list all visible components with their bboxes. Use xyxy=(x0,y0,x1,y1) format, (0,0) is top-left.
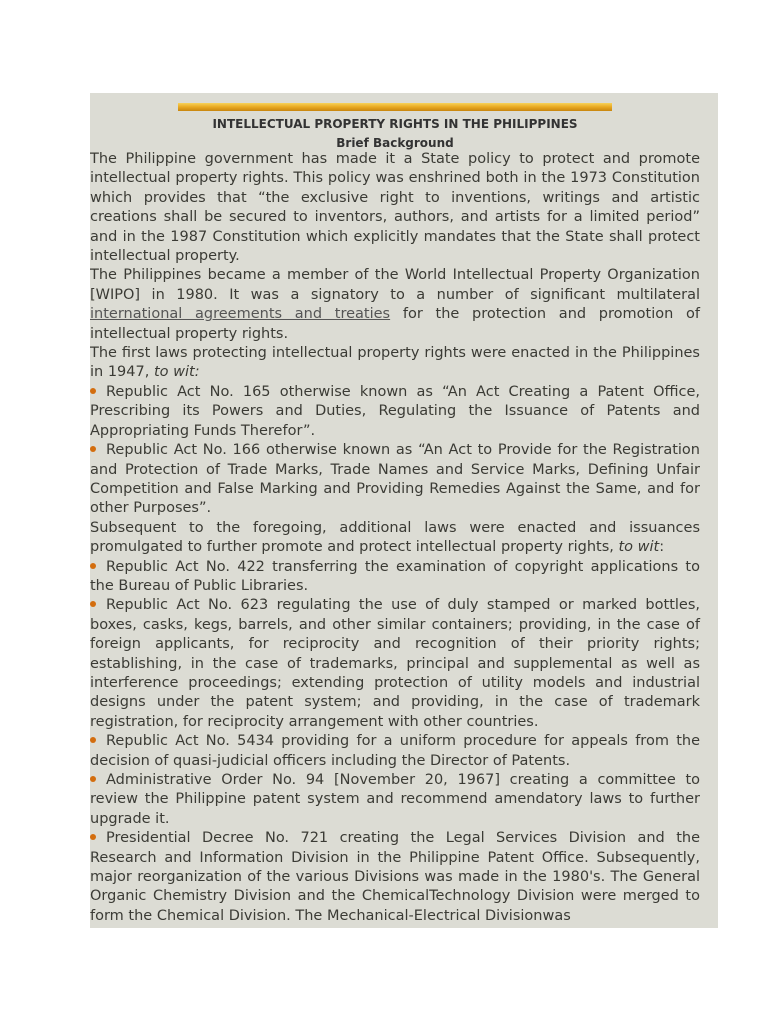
paragraph-4 xyxy=(90,519,700,558)
document-panel xyxy=(90,93,718,928)
bullet-icon xyxy=(90,737,96,743)
bullet-icon xyxy=(90,601,96,607)
list-item xyxy=(90,771,700,829)
article-body xyxy=(90,150,700,926)
list-item xyxy=(90,732,700,771)
list-item-text: Republic Act No. 165 otherwise known as “An Act Creating a Patent Office, Prescribing its Powers and Duties, Regulating the Issuance of Patents and Appropriating Funds Therefor”. xyxy=(90,383,700,439)
list-item xyxy=(90,383,700,441)
list-item-text: Republic Act No. 166 otherwise known as “An Act to Provide for the Registration and Protection of Trade Marks, Trade Names and Service Marks, Defining Unfair Competition and False Marking and Providing Remedies Against the Same, and for other Purposes”. xyxy=(90,442,700,517)
paragraph-4-emphasis: to wit xyxy=(618,539,660,556)
list-item-text: Republic Act No. 623 regulating the use of duly stamped or marked bottles, boxes, casks, kegs, barrels, and other similar containers; providing, in the case of foreign applicants, for reciprocity and recognition of their priority rights; establishing, in the case of trademarks, principal and supplemental as well as interference proceedings; extending protection of utility models and industrial designs under the patent system; and providing, in the case of trademark registration, for reciprocity arrangement with other countries. xyxy=(90,597,700,730)
bullet-icon xyxy=(90,776,96,782)
list-item-text: Republic Act No. 422 transferring the examination of copyright applications to the Bureau of Public Libraries. xyxy=(90,558,700,594)
list-item-text: Presidential Decree No. 721 creating the Legal Services Division and the Research and Information Division in the Philippine Patent Office. Subsequently, major reorganization of the various Divisions was made in the 1980's. The General Organic Chemistry Division and the ChemicalTechnology Division were merged to form the Chemical Division. The Mechanical-Electrical Divisionwas xyxy=(90,830,700,924)
list-item xyxy=(90,596,700,732)
paragraph-3 xyxy=(90,344,700,383)
bullet-icon xyxy=(90,446,96,452)
bullet-icon xyxy=(90,563,96,569)
list-item-text: Administrative Order No. 94 [November 20, 1967] creating a committee to review the Philippine patent system and recommend amendatory laws to further upgrade it. xyxy=(90,772,700,827)
list-item xyxy=(90,829,700,926)
list-item xyxy=(90,441,700,519)
paragraph-3-emphasis: to wit: xyxy=(153,364,200,381)
bullet-icon xyxy=(90,834,96,840)
paragraph-3-text: The first laws protecting intellectual property rights were enacted in the Philippines in 1947, xyxy=(90,345,700,381)
paragraph-2 xyxy=(90,266,700,344)
page-subtitle: Brief Background xyxy=(336,136,454,150)
header-decorative-bar xyxy=(178,103,612,111)
list-item-text: Republic Act No. 5434 providing for a uniform procedure for appeals from the decision of quasi-judicial officers including the Director of Patents. xyxy=(90,733,700,769)
paragraph-1: The Philippine government has made it a State policy to protect and promote intellectual property rights. This policy was enshrined both in the 1973 Constitution which provides that “the exclusive right to inventions, writings and artistic creations shall be secured to inventors, authors, and artists for a limited period” and in the 1987 Constitution which explicitly mandates that the State shall protect intellectual property. xyxy=(90,151,700,265)
bullet-icon xyxy=(90,388,96,394)
paragraph-2-text-b: for the protection and promotion of intellectual property rights. xyxy=(90,306,700,342)
international-agreements-link[interactable]: international agreements and treaties xyxy=(90,306,391,323)
list-item xyxy=(90,558,700,597)
paragraph-4-text: Subsequent to the foregoing, additional laws were enacted and issuances promulgated to further promote and protect intellectual property rights, xyxy=(90,519,700,556)
page-title: INTELLECTUAL PROPERTY RIGHTS IN THE PHILIPPINES xyxy=(212,117,578,131)
paragraph-4-end: : xyxy=(659,539,665,556)
paragraph-2-text-a: The Philippines became a member of the World Intellectual Property Organization [WIPO] in 1980. It was a signatory to a number of significant multilateral xyxy=(90,267,700,303)
